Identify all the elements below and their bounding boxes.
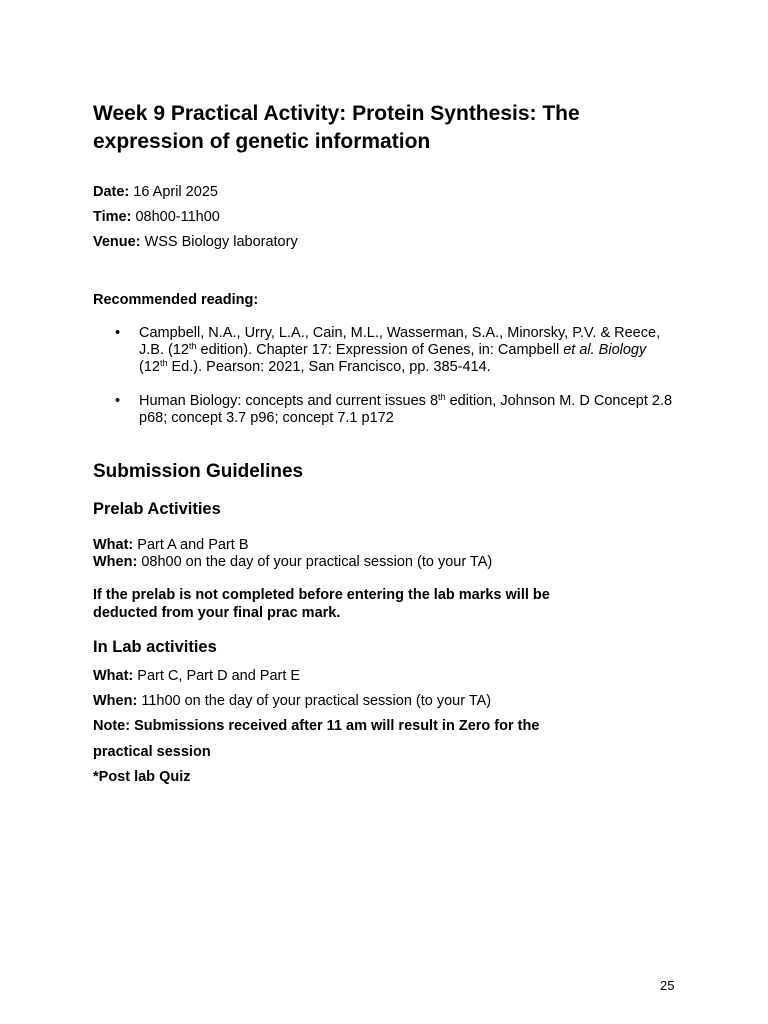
prelab-what-label: What: — [93, 537, 134, 553]
venue-value: WSS Biology laboratory — [140, 234, 298, 250]
reading2-text-b: edition, Johnson M. D Concept 2.8 p68; concept 3.7 p96; concept 7.1 p172 — [139, 393, 673, 426]
submission-guidelines-heading: Submission Guidelines — [93, 461, 304, 482]
inlab-what-label: What: — [93, 668, 134, 684]
reading1-italic: et al. Biology — [563, 342, 647, 358]
date-value: 16 April 2025 — [129, 184, 218, 200]
inlab-when-label: When: — [93, 693, 138, 709]
date-line — [93, 183, 218, 201]
time-value: 08h00-11h00 — [131, 209, 220, 225]
prelab-when-label: When: — [93, 554, 138, 570]
reading2-sup: th — [438, 392, 446, 402]
postlab-quiz: *Post lab Quiz — [93, 769, 191, 785]
page-number: 25 — [660, 978, 675, 993]
venue-label: Venue: — [93, 234, 141, 250]
inlab-what-line — [93, 667, 300, 685]
inlab-note-line2: practical session — [93, 744, 211, 760]
list-item — [93, 393, 673, 427]
date-label: Date: — [93, 184, 130, 200]
inlab-when-value: 11h00 on the day of your practical session (to your TA) — [137, 693, 492, 709]
time-line — [93, 208, 220, 226]
reading2-text-a: Human Biology: concepts and current issues 8 — [139, 393, 439, 409]
reading-list — [93, 325, 673, 444]
bullet-icon: • — [115, 325, 121, 341]
bullet-icon: • — [115, 393, 121, 409]
reading1-sup2: th — [159, 358, 168, 368]
reading1-text-b: edition). Chapter 17: Expression of Genes, in: Campbell — [196, 342, 564, 358]
venue-line — [93, 233, 298, 251]
inlab-when-line — [93, 692, 491, 710]
prelab-what-line — [93, 536, 249, 554]
prelab-when-value: 08h00 on the day of your practical session (to your TA) — [137, 554, 493, 570]
time-label: Time: — [93, 209, 132, 225]
inlab-note-line1: Note: Submissions received after 11 am will result in Zero for the — [93, 718, 540, 734]
reading1-sup1: th — [188, 341, 197, 351]
inlab-heading: In Lab activities — [93, 638, 217, 656]
prelab-heading: Prelab Activities — [93, 500, 221, 518]
reading1-text-d: Ed.). Pearson: 2021, San Francisco, pp. 385-414. — [167, 359, 491, 375]
page-title: Week 9 Practical Activity: Protein Synthesis: The expression of genetic information — [93, 102, 580, 153]
prelab-when-line — [93, 553, 492, 571]
prelab-warning: If the prelab is not completed before entering the lab marks will be deducted from your final prac mark. — [93, 587, 550, 621]
prelab-what-value: Part A and Part B — [133, 537, 249, 553]
reading1-text-c: (12 — [139, 359, 160, 375]
recommended-reading-heading: Recommended reading: — [93, 292, 259, 308]
inlab-what-value: Part C, Part D and Part E — [133, 668, 301, 684]
reading1-text-a: Campbell, N.A., Urry, L.A., Cain, M.L., Wasserman, S.A., Minorsky, P.V. & Reece, J.B. (12 — [139, 325, 661, 358]
list-item — [93, 325, 673, 376]
